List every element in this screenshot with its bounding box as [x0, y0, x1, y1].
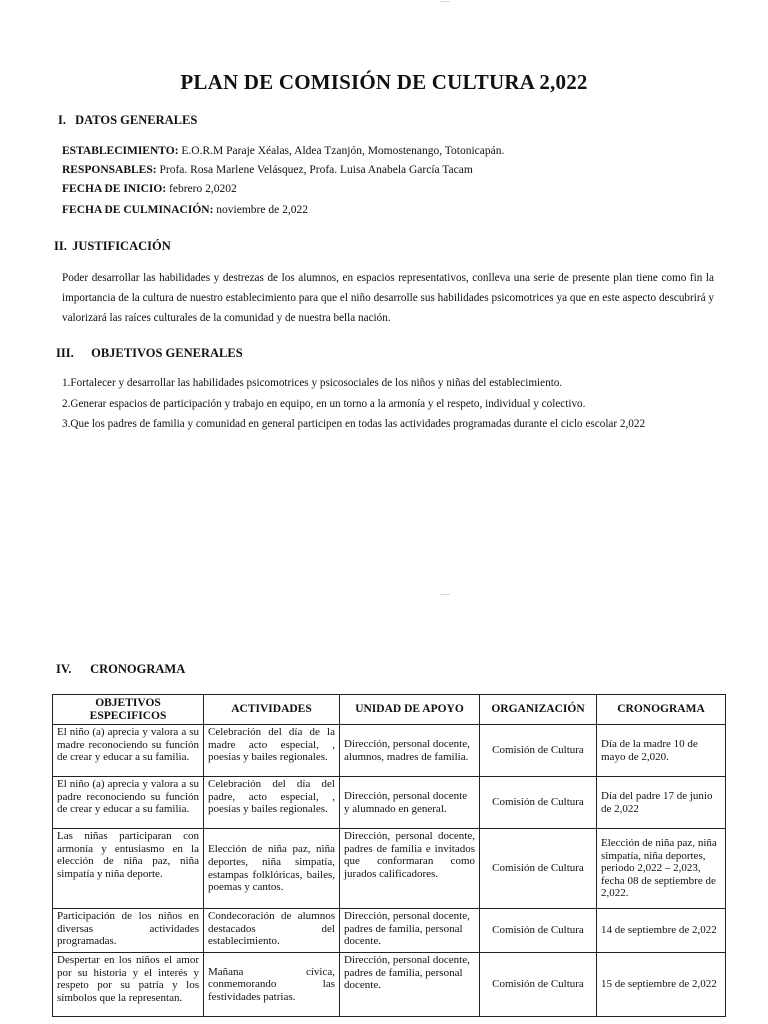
cell-actividad: Condecoración de alumnos destacados del establecimiento.: [204, 909, 340, 953]
table-row: [53, 725, 726, 777]
field-value: Profa. Rosa Marlene Velásquez, Profa. Luisa Anabela García Tacam: [159, 164, 473, 176]
section-title: OBJETIVOS GENERALES: [91, 346, 243, 360]
cell-organizacion: Comisión de Cultura: [480, 829, 597, 909]
section-number: IV.: [56, 662, 72, 676]
cell-objetivo: Participación de los niños en diversas actividades programadas.: [53, 909, 204, 953]
cell-organizacion: Comisión de Cultura: [480, 953, 597, 1017]
cell-actividad: Elección de niña paz, niña deportes, niña simpatía, estampas folklóricas, bailes, poemas y cantos.: [204, 829, 340, 909]
section-title: CRONOGRAMA: [90, 662, 186, 676]
field-value: E.O.R.M Paraje Xéalas, Aldea Tzanjón, Momostenango, Totonicapán.: [181, 145, 505, 157]
cell-objetivo: Las niñas participaran con armonía y entusiasmo en la elección de niña paz, niña simpatía y niña deporte.: [53, 829, 204, 909]
section-heading-objetivos: [56, 346, 243, 361]
field-establecimiento: [62, 145, 504, 157]
cell-cronograma: 14 de septiembre de 2,022: [597, 909, 726, 953]
header-unidad-apoyo: UNIDAD DE APOYO: [340, 695, 480, 725]
table-row: [53, 829, 726, 909]
section-number: I.: [58, 113, 66, 127]
field-fecha-inicio: [62, 183, 237, 195]
field-label: RESPONSABLES:: [62, 164, 157, 176]
justificacion-paragraph: Poder desarrollar las habilidades y destrezas de los alumnos, en espacios representativos, conlleva una serie de presente plan tiene como fin la importancia de la cultura de nuestro establecimiento para que el niño desarrolle sus habilidades psicomotrices ya que en este aspecto descubrirá y valorizará las raíces culturales de la comunidad y de nuestra bella nación.: [62, 272, 714, 324]
field-label: ESTABLECIMIENTO:: [62, 145, 179, 157]
header-organizacion: ORGANIZACIÓN: [480, 695, 597, 725]
field-responsables: [62, 164, 473, 176]
cronograma-table: [52, 694, 726, 1017]
header-objetivos: OBJETIVOS ESPECIFICOS: [53, 695, 204, 725]
table-header-row: [53, 695, 726, 725]
table-row: [53, 777, 726, 829]
field-label: FECHA DE CULMINACIÓN:: [62, 204, 214, 216]
field-label: FECHA DE INICIO:: [62, 183, 167, 195]
cell-unidad-apoyo: Dirección, personal docente, padres de familia e invitados que conformaran como jurados calificadores.: [340, 829, 480, 909]
table-row: [53, 909, 726, 953]
cell-objetivo: El niño (a) aprecia y valora a su padre reconociendo su función de crear y educar a su familia.: [53, 777, 204, 829]
page-mark-middle: [440, 594, 450, 595]
section-heading-datos: [58, 113, 197, 128]
section-heading-cronograma: [56, 662, 185, 677]
cell-objetivo: El niño (a) aprecia y valora a su madre reconociendo su función de crear y educar a su familia.: [53, 725, 204, 777]
field-fecha-culminacion: [62, 204, 308, 216]
header-actividades: ACTIVIDADES: [204, 695, 340, 725]
objetivo-item: 1.Fortalecer y desarrollar las habilidades psicomotrices y psicosociales de los niños y niñas del establecimiento.: [62, 377, 563, 389]
cell-cronograma: Día del padre 17 de junio de 2,022: [597, 777, 726, 829]
document-title: PLAN DE COMISIÓN DE CULTURA 2,022: [180, 70, 588, 94]
cell-unidad-apoyo: Dirección, personal docente, padres de familia, personal docente.: [340, 953, 480, 1017]
table-row: [53, 953, 726, 1017]
cell-unidad-apoyo: Dirección, personal docente, alumnos, madres de familia.: [340, 725, 480, 777]
cell-organizacion: Comisión de Cultura: [480, 725, 597, 777]
cell-organizacion: Comisión de Cultura: [480, 909, 597, 953]
field-value: noviembre de 2,022: [216, 204, 308, 216]
section-number: II.: [54, 239, 67, 253]
cell-actividad: Celebración del día del padre, acto especial, , poesías y bailes regionales.: [204, 777, 340, 829]
field-value: febrero 2,0202: [169, 183, 237, 195]
section-title: JUSTIFICACIÓN: [72, 239, 171, 253]
cell-cronograma: 15 de septiembre de 2,022: [597, 953, 726, 1017]
header-cronograma: CRONOGRAMA: [597, 695, 726, 725]
cell-unidad-apoyo: Dirección, personal docente, padres de familia, personal docente.: [340, 909, 480, 953]
objetivo-item: 3.Que los padres de familia y comunidad en general participen en todas las actividades programadas durante el ciclo escolar 2,022: [62, 418, 646, 430]
objetivo-item: 2.Generar espacios de participación y trabajo en equipo, en un torno a la armonía y el respeto, individual y colectivo.: [62, 398, 586, 410]
cell-cronograma: Elección de niña paz, niña simpatía, niña deportes, periodo 2,022 – 2,023, fecha 08 de septiembre de 2,022.: [597, 829, 726, 909]
cell-unidad-apoyo: Dirección, personal docente y alumnado en general.: [340, 777, 480, 829]
cell-objetivo: Despertar en los niños el amor por su historia y el interés y respeto por su patria y los símbolos que la representan.: [53, 953, 204, 1017]
page-mark-top: [440, 1, 450, 2]
section-title: DATOS GENERALES: [75, 113, 198, 127]
cell-actividad: Mañana cívica, conmemorando las festividades patrias.: [204, 953, 340, 1017]
section-heading-justificacion: [54, 239, 171, 254]
cell-actividad: Celebración del día de la madre acto especial, , poesías y bailes regionales.: [204, 725, 340, 777]
section-number: III.: [56, 346, 74, 360]
cell-organizacion: Comisión de Cultura: [480, 777, 597, 829]
cell-cronograma: Día de la madre 10 de mayo de 2,020.: [597, 725, 726, 777]
